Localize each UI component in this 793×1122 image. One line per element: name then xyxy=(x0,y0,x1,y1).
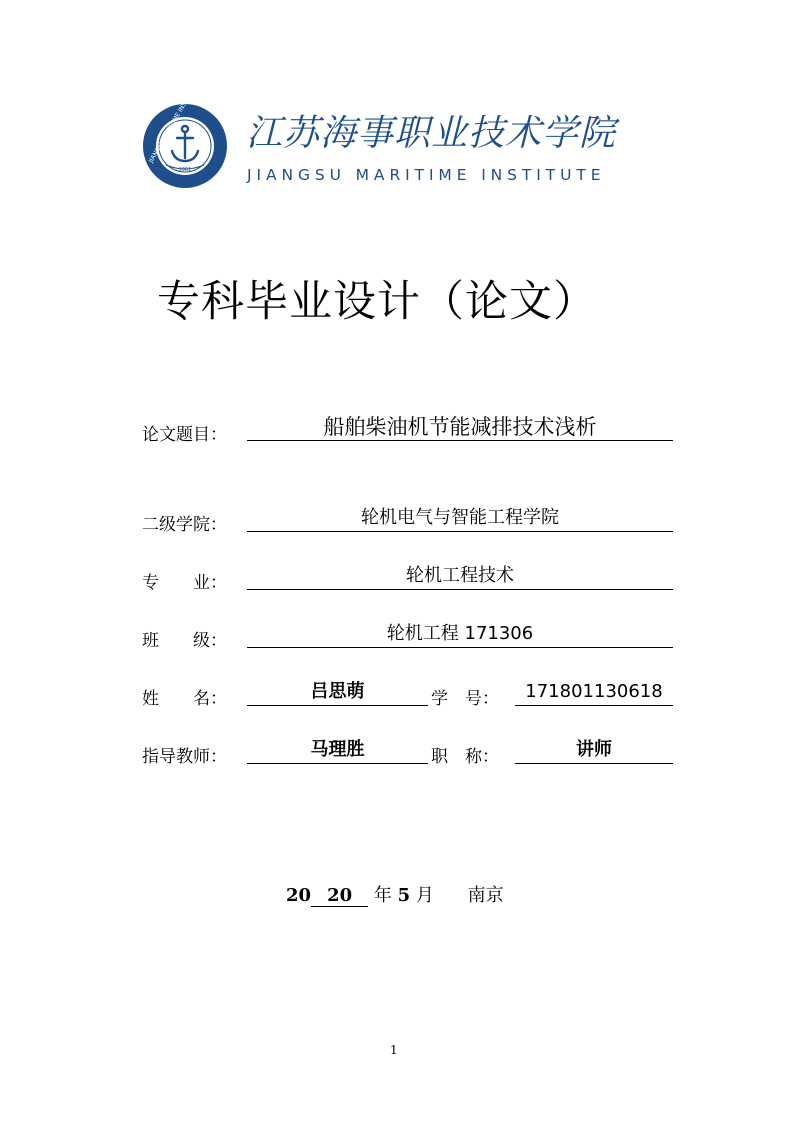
student-id-value: 171801130618 xyxy=(515,679,673,706)
major-value: 轮机工程技术 xyxy=(247,563,673,590)
college-label: 二级学院： xyxy=(142,515,227,535)
month-unit: 月 xyxy=(415,885,434,906)
institute-name-cn: 江苏海事职业技术学院 xyxy=(246,113,617,154)
major-label: 专 业： xyxy=(142,573,227,593)
topic-label: 论文题目： xyxy=(142,425,227,445)
place: 南京 xyxy=(467,885,504,906)
institute-emblem xyxy=(142,103,228,189)
month-value: 5 xyxy=(397,885,411,906)
college-value: 轮机电气与智能工程学院 xyxy=(247,505,673,532)
year-prefix: 20 xyxy=(286,885,312,906)
class-value: 轮机工程 171306 xyxy=(247,621,673,648)
student-id-label: 学 号： xyxy=(431,689,499,709)
advisor-value: 马理胜 xyxy=(247,737,428,764)
advisor-label: 指导教师： xyxy=(142,747,227,767)
name-value: 吕思萌 xyxy=(247,679,428,706)
name-label: 姓 名： xyxy=(142,689,227,709)
class-label: 班 级： xyxy=(142,631,227,651)
advisor-title-value: 讲师 xyxy=(515,737,673,764)
seal-ring-text: JIANGSU MARITIME xyxy=(147,111,182,164)
page-number: 1 xyxy=(390,1043,398,1057)
year-unit: 年 xyxy=(373,885,392,906)
page-title: 专科毕业设计（论文） xyxy=(157,277,597,327)
date-line xyxy=(286,881,504,907)
advisor-title-label: 职 称： xyxy=(431,747,499,767)
seal-year: 1951 xyxy=(178,167,192,173)
year-suffix: 20 xyxy=(311,885,368,907)
institute-name-en: JIANGSU MARITIME INSTITUTE xyxy=(247,166,606,184)
topic-value: 船舶柴油机节能减排技术浅析 xyxy=(247,414,673,441)
